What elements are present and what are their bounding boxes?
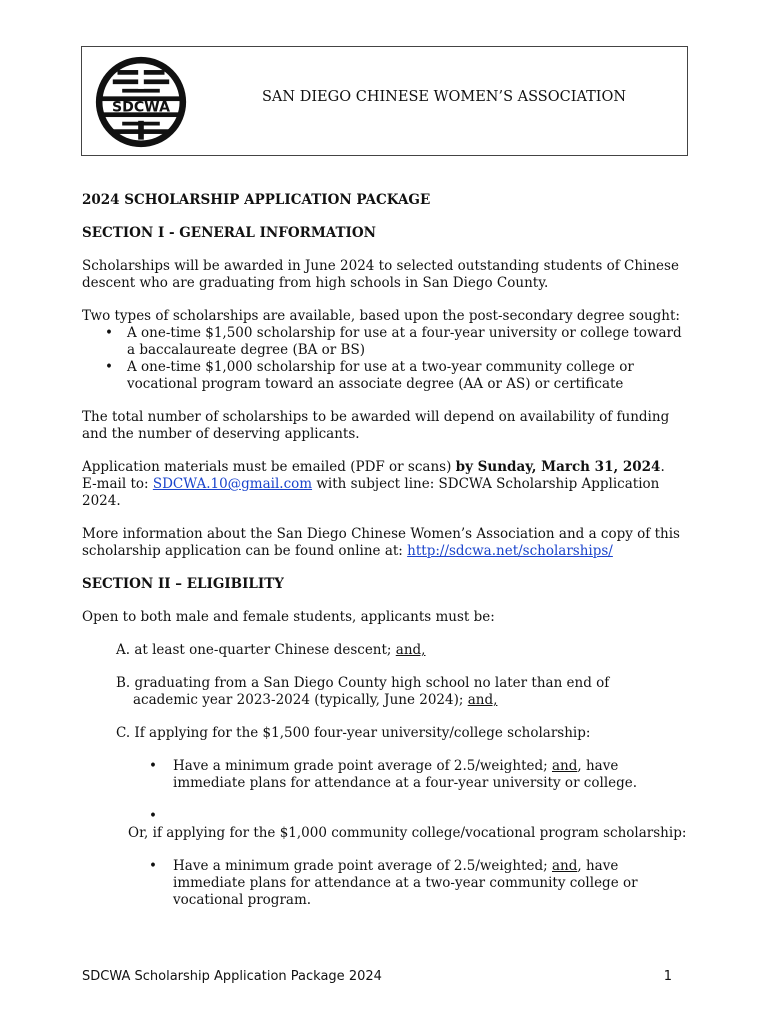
section-2-heading: SECTION II – ELIGIBILITY (82, 576, 284, 592)
page-number: 1 (663, 969, 672, 984)
scholarships-link[interactable]: http://sdcwa.net/scholarships/ (407, 543, 613, 559)
footer-text: SDCWA Scholarship Application Package 2024 (82, 969, 382, 984)
header-box (81, 46, 688, 156)
sdcwa-logo (94, 55, 188, 149)
document-body (82, 192, 692, 909)
list-item: • A one-time $1,000 scholarship for use at a two-year community college or vocational program toward an associate degree (AA or AS) or certificate (127, 359, 692, 393)
scholarship-types-list (82, 325, 692, 393)
paragraph-eligibility-intro: Open to both male and female students, applicants must be: (82, 609, 495, 625)
eligibility-item-b-cont: academic year 2023-2024 (typically, June 2024); and, (133, 692, 498, 708)
requirement-four-year: • Have a minimum grade point average of 2.5/weighted; and, have immediate plans for attendance at a four-year university or college. (173, 758, 692, 792)
document-title: 2024 SCHOLARSHIP APPLICATION PACKAGE (82, 192, 431, 208)
empty-bullet: • (149, 808, 157, 824)
email-link[interactable]: SDCWA.10@gmail.com (152, 476, 313, 492)
paragraph-more-info: More information about the San Diego Chinese Women’s Association and a copy of this scholarship application can be found online at: http://sdcwa.net/scholarships/ (82, 526, 680, 559)
paragraph-types: Two types of scholarships are available, based upon the post-secondary degree sought: (82, 308, 680, 324)
email-tail: with subject line: SDCWA Scholarship Application 2024. (82, 476, 660, 509)
paragraph-or-community: Or, if applying for the $1,000 community college/vocational program scholarship: (128, 825, 687, 841)
paragraph-deadline: Application materials must be emailed (PDF or scans) by Sunday, March 31, 2024. E-mail to: SDCWA.10@gmail.com with subject line: SDCWA Scholarship Application 2024. (82, 459, 665, 509)
organization-name: SAN DIEGO CHINESE WOMEN’S ASSOCIATION (262, 89, 627, 105)
paragraph-awards: Scholarships will be awarded in June 2024 to selected outstanding students of Chinese descent who are graduating from high schools in San Diego County. (82, 258, 679, 291)
deadline-lead: Application materials must be emailed (PDF or scans) (82, 459, 456, 475)
requirement-two-year: • Have a minimum grade point average of 2.5/weighted; and, have immediate plans for attendance at a two-year community college or vocational program. (173, 858, 692, 909)
email-label: E-mail to: (82, 476, 153, 492)
svg-text:SDCWA: SDCWA (111, 99, 171, 116)
eligibility-item-a: A. at least one-quarter Chinese descent; and, (116, 642, 426, 658)
page-footer (82, 969, 672, 984)
section-1-heading: SECTION I - GENERAL INFORMATION (82, 225, 376, 241)
deadline-date: by Sunday, March 31, 2024 (455, 459, 661, 475)
eligibility-item-b: B. graduating from a San Diego County high school no later than end of (116, 675, 610, 691)
list-item: • A one-time $1,500 scholarship for use at a four-year university or college toward a baccalaureate degree (BA or BS) (127, 325, 692, 359)
eligibility-item-c: C. If applying for the $1,500 four-year university/college scholarship: (116, 725, 591, 741)
paragraph-total: The total number of scholarships to be awarded will depend on availability of funding and the number of deserving applicants. (82, 409, 670, 442)
